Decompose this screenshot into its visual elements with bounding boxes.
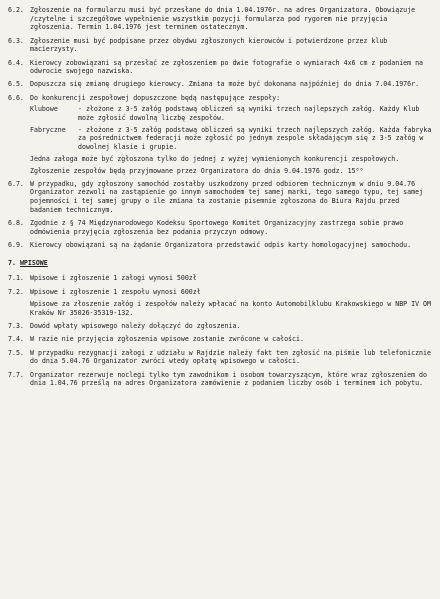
item-number: 6.7. [8, 179, 24, 188]
item-body [30, 94, 432, 176]
item-6-2 [8, 6, 432, 32]
item-text: Wpisowe i zgłoszenie 1 zespołu wynosi 600zł [30, 287, 201, 296]
team-type-text: - złożone z 3-5 załóg podstawą obliczeń są wyniki trzech najlepszych załóg. Każdy Klub może zgłosić dowolną liczbę zespołów. [78, 105, 420, 123]
item-number: 6.6. [8, 93, 24, 102]
item-text: Kierowcy obowiązani są na żądanie Organizatora przedstawić odpis karty homologacyjnej samochodu. [30, 240, 412, 249]
item-number: 7.3. [8, 322, 24, 331]
item-number: 7.5. [8, 348, 24, 357]
item-intro: Do konkurencji zespołowej dopuszczone będą następujące zespoły: [30, 93, 281, 102]
item-text: Zgodnie z § 74 Międzynarodowego Kodeksu Sportowego Komitet Organizacyjny zastrzega sobie prawo odmówienia przyjęcia zgłoszenia bez podania przyczyn odmowy. [30, 219, 404, 236]
item-text: Kierowcy zobowiązani są przesłać ze zgłoszeniem po dwie fotografie o wymiarach 4x6 cm z podaniem na odwrocie swojego nazwiska. [30, 58, 424, 76]
item-text: Wpisowe i zgłoszenie 1 załogi wynosi 500zł [30, 274, 197, 283]
item-text: W przypadku, gdy zgłoszony samochód zostałby uszkodzony przed odbiorem technicznym w dniu 9.04.76 Organizator zezwoli na zastąpienie go innym samochodem tej samej marki, tego samego typu, tej samej pojemności i tej samej grupy o ile zmiana ta zostanie pisemnie zgłoszona do Biura Rajdu przed badaniem technicznym. [30, 179, 424, 214]
team-type-factory [30, 126, 432, 152]
item-body [30, 288, 432, 318]
item-number: 7.1. [8, 274, 24, 283]
section-number: 7. [8, 258, 16, 267]
item-6-3 [8, 37, 432, 54]
item-text: Dopuszcza się zmianę drugiego kierowcy. Zmiana ta może być dokonana najpóźniej do dnia 7.04.1976r. [30, 80, 420, 89]
item-paragraph: Zgłoszenie zespołów będą przyjmowane przez Organizatora do dnia 9.04.1976 godz. 15⁰⁰ [30, 166, 364, 175]
item-number: 6.8. [8, 219, 24, 228]
item-7-7 [8, 371, 432, 388]
item-text: Dowód wpłaty wpisowego należy dołączyć do zgłoszenia. [30, 322, 241, 331]
item-number: 6.4. [8, 58, 24, 67]
team-type-text: - złożone z 3-5 załóg podstawą obliczeń są wyniki trzech najlepszych załóg. Każda fabryka za pośrednictwem federacji może zgłosić po jednym zespole składającym się z 3-5 załóg w dowolnej klasie i grupie. [78, 125, 432, 152]
team-type-club [30, 105, 432, 122]
item-6-6 [8, 94, 432, 176]
item-number: 6.9. [8, 240, 24, 249]
section-title: WPISOWE [19, 258, 48, 267]
item-6-7 [8, 180, 432, 215]
item-text: W razie nie przyjęcia zgłoszenia wpisowe zostanie zwrócone w całości. [30, 335, 304, 344]
section-heading [8, 259, 432, 268]
item-6-8 [8, 219, 432, 236]
item-number: 6.5. [8, 80, 24, 89]
item-text: Organizator rezerwuje noclegi tylko tym zawodnikom i osobom towarzyszącym, które wraz zgłoszeniem do dnia 1.04.76 prześlą na adres Organizatora zamówienie z podaniem liczby osób i terminem ich pobytu. [30, 370, 427, 388]
item-number: 7.2. [8, 287, 24, 296]
item-paragraph: Wpisowe za złoszenie załóg i zespołów należy wpłacać na konto Automobilklubu Krakowskiego w NBP IV OM Kraków Nr 35026-35319-132. [30, 300, 431, 317]
item-text: W przypadku rezygnacji załogi z udziału w Rajdzie należy fakt ten zgłosić na piśmie lub telefonicznie do dnia 5.04.76 Organizator zwróci wtedy opłatę wpisowego w całości. [30, 348, 431, 366]
item-number: 7.7. [8, 370, 24, 379]
item-6-9 [8, 241, 432, 250]
item-number: 6.3. [8, 36, 24, 45]
item-7-4 [8, 335, 432, 344]
item-6-4 [8, 59, 432, 76]
team-type-label: Fabryczne [30, 125, 66, 134]
item-7-3 [8, 322, 432, 331]
item-7-2 [8, 288, 432, 318]
item-paragraph: Jedna załoga może być zgłoszona tylko do jednej z wyżej wymienionych konkurencji zespołowych. [30, 154, 400, 163]
item-number: 6.2. [8, 6, 24, 14]
item-7-5 [8, 349, 432, 366]
item-6-5 [8, 80, 432, 89]
item-number: 7.4. [8, 335, 24, 344]
item-text: Zgłoszenie na formularzu musi być przesłane do dnia 1.04.1976r. na adres Organizatora. Obowiązuje /czytelne i szczegółowe wypełnienie wszystkim pozycji formularza pod rygorem nie przyjęcia zgłoszenia. Termin 1.04.1976 jest terminem ostatecznym. [30, 6, 416, 32]
team-type-label: Klubowe [30, 105, 58, 114]
item-7-1 [8, 274, 432, 283]
item-text: Zgłoszenie musi być podpisane przez obydwu zgłoszonych kierowców i potwierdzone przez klub macierzysty. [30, 36, 388, 54]
